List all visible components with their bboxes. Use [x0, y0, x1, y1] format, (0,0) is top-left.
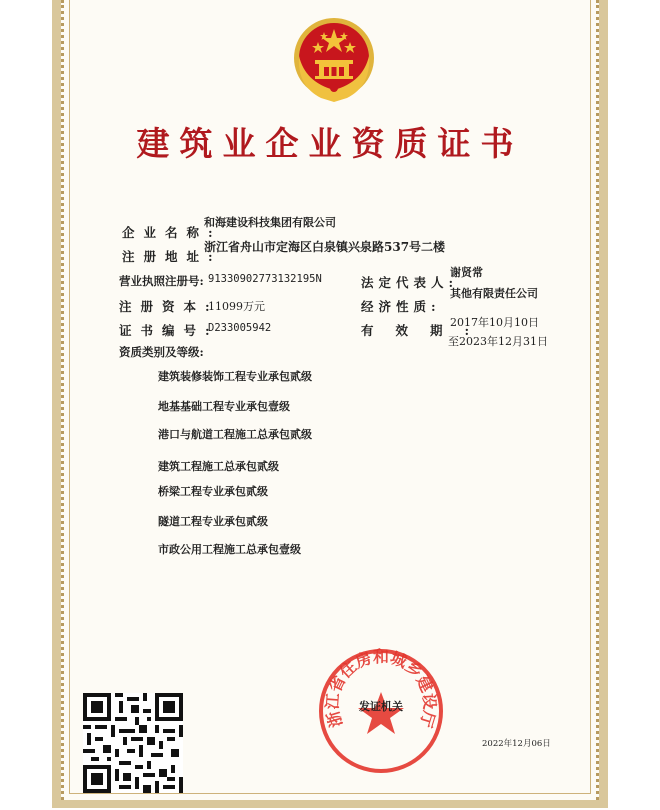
cert-no-value: D233005942	[208, 322, 272, 334]
official-seal-icon	[318, 648, 444, 774]
capital-label: 注册资本:	[119, 299, 219, 314]
cert-no-label: 证书编号:	[119, 323, 219, 338]
qualification-item: 隧道工程专业承包贰级	[158, 515, 268, 528]
license-value: 91330902773132195N	[208, 273, 322, 285]
license-label: 营业执照注册号:	[119, 274, 204, 288]
qualification-item: 桥梁工程专业承包贰级	[158, 485, 268, 498]
legal-rep-value: 谢贤常	[450, 266, 483, 279]
seal-text: 浙江省住房和城乡建设厅	[322, 648, 440, 730]
issuing-authority-label: 发证机关	[359, 700, 403, 713]
validity-to: 至2023年12月31日	[448, 335, 548, 348]
validity-from: 2017年10月10日	[450, 316, 539, 329]
validity-label: 有效期:	[361, 323, 492, 338]
economic-nature-value: 其他有限责任公司	[450, 287, 538, 300]
qualifications-label: 资质类别及等级:	[119, 345, 204, 359]
address-label: 注册地址:	[122, 249, 222, 264]
qualification-item: 市政公用工程施工总承包壹级	[158, 543, 301, 556]
qr-code-icon[interactable]	[83, 693, 183, 793]
issue-date: 2022年12月06日	[482, 739, 551, 749]
qualification-item: 港口与航道工程施工总承包贰级	[158, 428, 312, 441]
qualification-item: 地基基础工程专业承包壹级	[158, 400, 290, 413]
capital-value: 11099万元	[208, 300, 265, 313]
national-emblem-icon	[291, 16, 377, 104]
company-name-label: 企业名称:	[122, 225, 222, 240]
economic-nature-label: 经济性质:	[361, 299, 441, 314]
certificate-title: 建筑业企业资质证书	[136, 124, 524, 163]
qualification-item: 建筑装修装饰工程专业承包贰级	[158, 370, 312, 383]
address-value: 浙江省舟山市定海区白泉镇兴泉路537号二楼	[204, 240, 446, 254]
legal-rep-label: 法定代表人:	[361, 275, 459, 290]
company-name-value: 和海建设科技集团有限公司	[204, 216, 336, 229]
qualification-item: 建筑工程施工总承包贰级	[158, 460, 279, 473]
